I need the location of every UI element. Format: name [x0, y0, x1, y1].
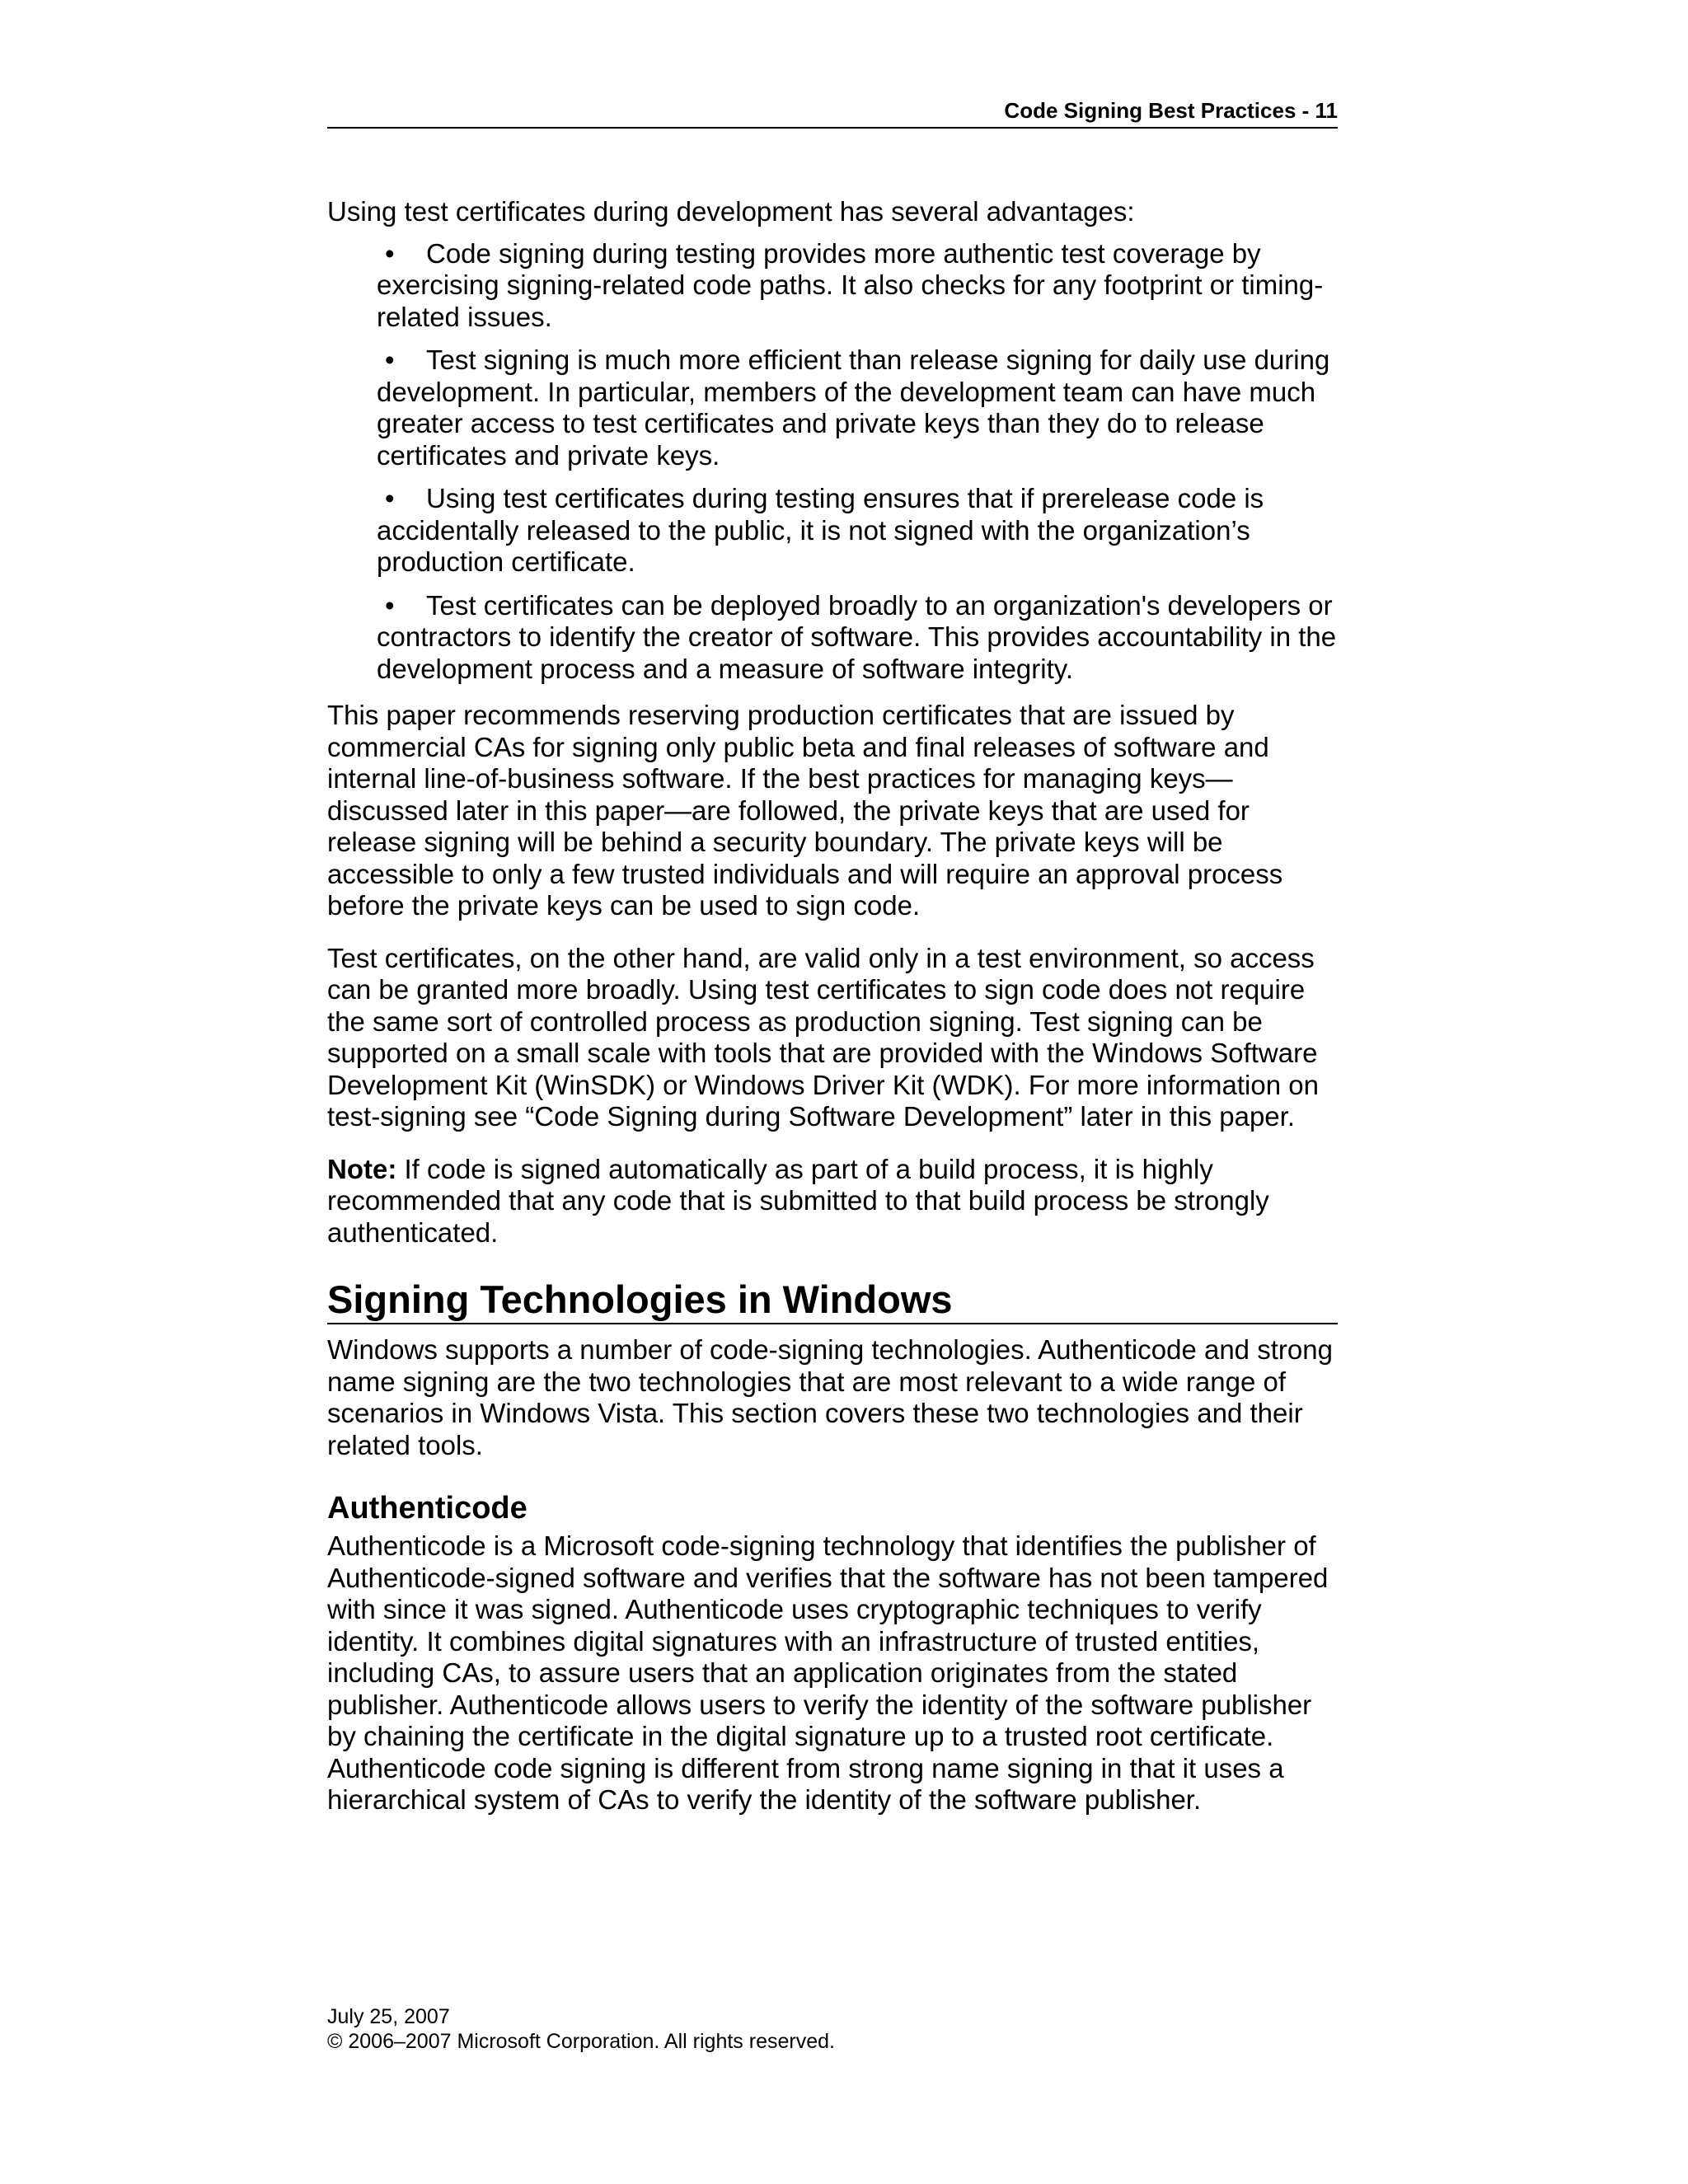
list-item [377, 590, 1338, 686]
page-footer [327, 2004, 835, 2054]
footer-date: July 25, 2007 [327, 2005, 450, 2028]
test-certificates-paragraph: Test certificates, on the other hand, are valid only in a test environment, so access can be granted more broadly. Using test certificates to sign code does not require the same sort of controlled process as production signing. Test signing can be supported on a small scale with tools that are provided with the Windows Software Development Kit (WinSDK) or Windows Driver Kit (WDK). For more information on test-signing see “Code Signing during Software Development” later in this paper. [327, 942, 1319, 1132]
list-item [377, 238, 1338, 334]
bullet-icon: • [385, 344, 395, 375]
running-header: Code Signing Best Practices - 11 [327, 97, 1338, 129]
list-item-text: Test certificates can be deployed broadly to an organization's developers or contractors to identify the creator of software. This provides accountability in the development process and a measure of software integrity. [377, 589, 1337, 684]
page-content [327, 196, 1338, 1816]
section-paragraph: Windows supports a number of code-signing technologies. Authenticode and strong name signing are the two technologies that are most relevant to a wide range of scenarios in Windows Vista. This section covers these two technologies and their related tools. [327, 1334, 1333, 1460]
subsection-heading: Authenticode [327, 1491, 528, 1526]
list-item [377, 483, 1338, 579]
bullet-icon: • [385, 237, 395, 269]
advantages-list [327, 238, 1338, 686]
list-item-text: Test signing is much more efficient than release signing for daily use during development. In particular, members of the development team can have much greater access to test certificates and private keys than they do to release certificates and private keys. [377, 344, 1330, 471]
authenticode-paragraph: Authenticode is a Microsoft code-signing technology that identifies the publisher of Authenticode-signed software and verifies that the software has not been tampered with since it was signed. Authenticode uses cryptographic techniques to verify identity. It combines digital signatures with an infrastructure of trusted entities, including CAs, to assure users that an application originates from the stated publisher. Authenticode allows users to verify the identity of the software publisher by chaining the certificate in the digital signature up to a trusted root certificate. Authenticode code signing is different from strong name signing in that it uses a hierarchical system of CAs to verify the identity of the software publisher. [327, 1530, 1329, 1815]
note-label: Note: [327, 1153, 397, 1184]
note-text: If code is signed automatically as part of a build process, it is highly recommended that any code that is submitted to that build process be strongly authenticated. [327, 1153, 1269, 1248]
note-paragraph [327, 1154, 1338, 1249]
footer-copyright: © 2006–2007 Microsoft Corporation. All rights reserved. [327, 2030, 835, 2053]
advantages-intro: Using test certificates during development has several advantages: [327, 196, 1135, 227]
section-heading: Signing Technologies in Windows [327, 1277, 1338, 1324]
bullet-icon: • [385, 483, 395, 513]
document-page [327, 0, 1338, 2184]
list-item-text: Using test certificates during testing ensures that if prerelease code is accidentally released to the public, it is not signed with the organization’s production certificate. [377, 483, 1264, 577]
bullet-icon: • [385, 589, 395, 621]
list-item [377, 344, 1338, 471]
recommendation-paragraph: This paper recommends reserving production certificates that are issued by commercial CAs for signing only public beta and final releases of software and internal line-of-business software. If the best practices for managing keys—discussed later in this paper—are followed, the private keys that are used for release signing will be behind a security boundary. The private keys will be accessible to only a few trusted individuals and will require an approval process before the private keys can be used to sign code. [327, 700, 1283, 921]
list-item-text: Code signing during testing provides more authentic test coverage by exercising signing-related code paths. It also checks for any footprint or timing-related issues. [377, 237, 1324, 332]
